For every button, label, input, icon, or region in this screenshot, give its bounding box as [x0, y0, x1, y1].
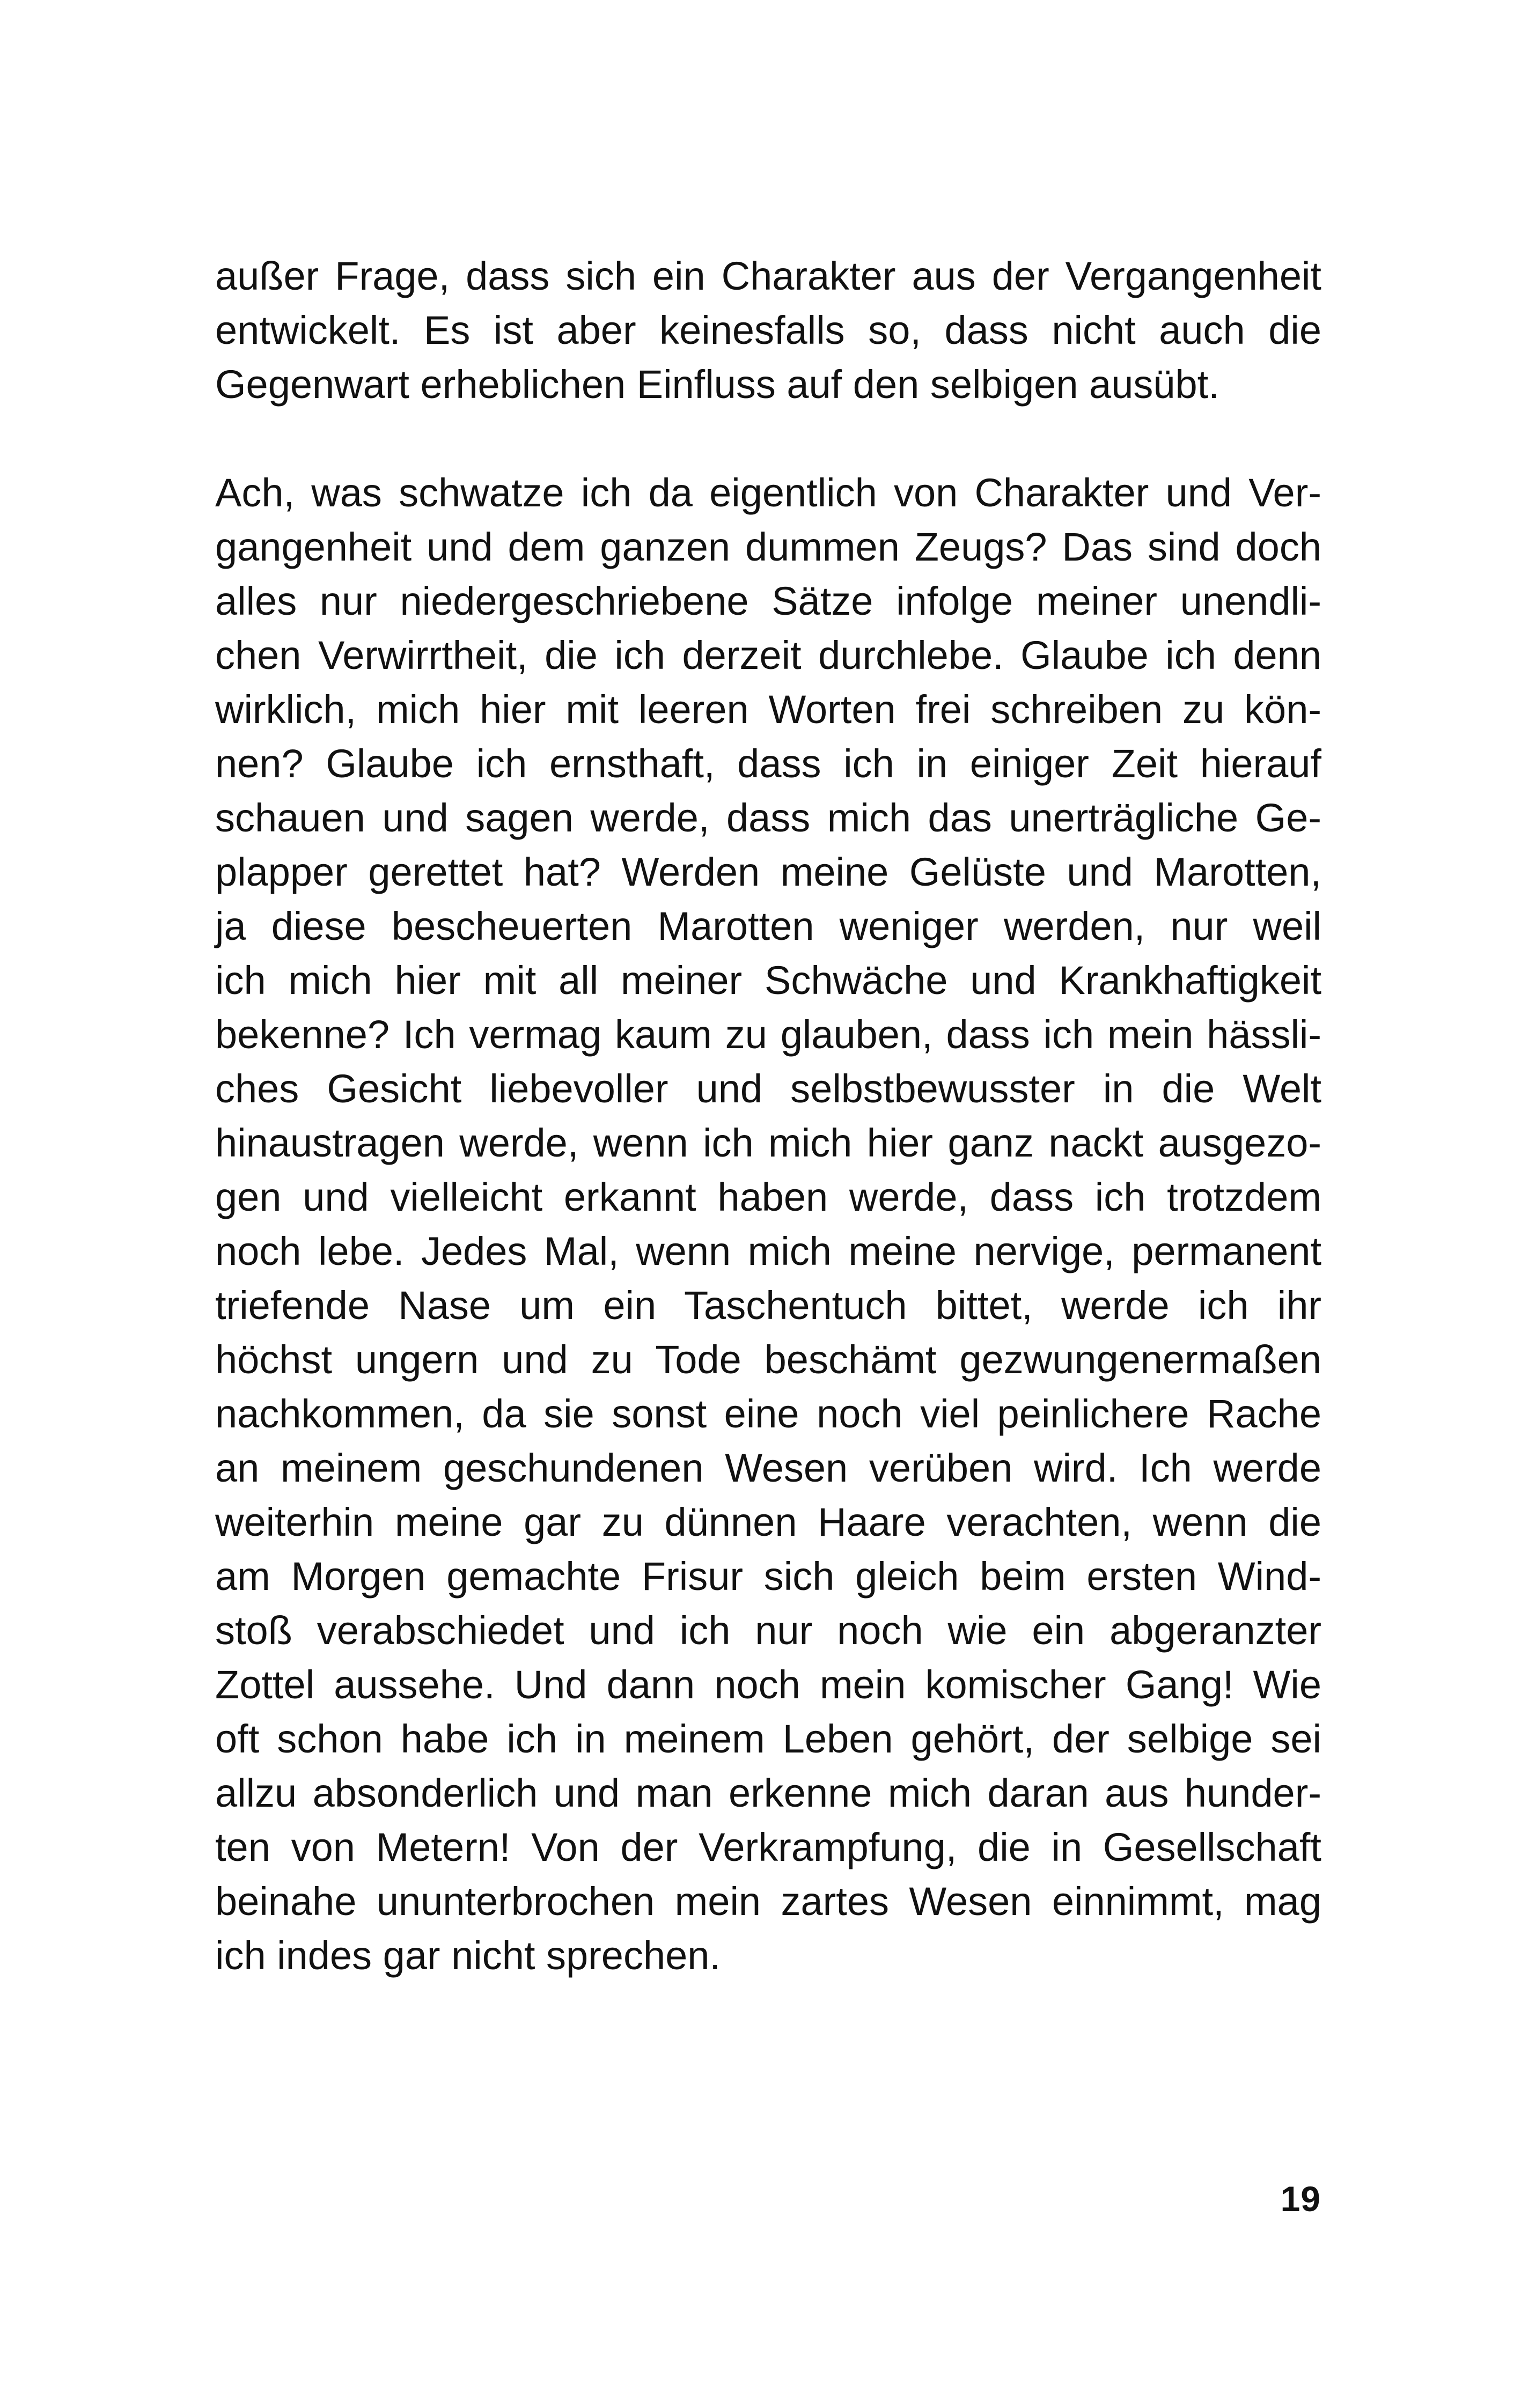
text-line: ich mich hier mit all meiner Schwäche und Krankhaftigkeit	[215, 958, 1321, 1003]
text-line: noch lebe. Jedes Mal, wenn mich meine nervige, permanent	[215, 1229, 1321, 1273]
text-line: entwickelt. Es ist aber keinesfalls so, dass nicht auch die	[215, 308, 1321, 352]
text-line: gangenheit und dem ganzen dummen Zeugs? Das sind doch	[215, 525, 1321, 569]
page-number: 19	[1280, 2179, 1321, 2219]
text-line: wirklich, mich hier mit leeren Worten frei schreiben zu kön-	[215, 687, 1321, 732]
text-line: weiterhin meine gar zu dünnen Haare verachten, wenn die	[215, 1500, 1321, 1544]
text-line: chen Verwirrtheit, die ich derzeit durchlebe. Glaube ich denn	[215, 633, 1321, 678]
text-line: ches Gesicht liebevoller und selbstbewusster in die Welt	[215, 1066, 1321, 1111]
text-line: Gegenwart erheblichen Einfluss auf den selbigen ausübt.	[215, 362, 1219, 407]
paragraph-1	[215, 249, 1321, 411]
text-line: Zottel aussehe. Und dann noch mein komischer Gang! Wie	[215, 1662, 1321, 1707]
text-line: stoß verabschiedet und ich nur noch wie ein abgeranzter	[215, 1608, 1321, 1653]
text-line: alles nur niedergeschriebene Sätze infolge meiner unendli-	[215, 579, 1321, 623]
text-line: oft schon habe ich in meinem Leben gehört, der selbige sei	[215, 1717, 1321, 1761]
text-line: ich indes gar nicht sprechen.	[215, 1933, 721, 1978]
text-line: triefende Nase um ein Taschentuch bittet, werde ich ihr	[215, 1283, 1321, 1328]
text-line: nachkommen, da sie sonst eine noch viel peinlichere Rache	[215, 1391, 1321, 1436]
text-line: allzu absonderlich und man erkenne mich daran aus hunder-	[215, 1771, 1321, 1815]
paragraph-2	[215, 466, 1321, 1983]
text-line: schauen und sagen werde, dass mich das unerträgliche Ge-	[215, 796, 1321, 840]
text-line: an meinem geschundenen Wesen verüben wird. Ich werde	[215, 1446, 1321, 1490]
text-line: beinahe ununterbrochen mein zartes Wesen einnimmt, mag	[215, 1879, 1321, 1924]
text-line: am Morgen gemachte Frisur sich gleich beim ersten Wind-	[215, 1554, 1321, 1599]
text-line: bekenne? Ich vermag kaum zu glauben, dass ich mein hässli-	[215, 1012, 1321, 1057]
text-line: höchst ungern und zu Tode beschämt gezwungenermaßen	[215, 1337, 1321, 1382]
text-line: außer Frage, dass sich ein Charakter aus der Vergangenheit	[215, 254, 1321, 298]
text-line: nen? Glaube ich ernsthaft, dass ich in einiger Zeit hierauf	[215, 741, 1321, 786]
text-line: gen und vielleicht erkannt haben werde, dass ich trotzdem	[215, 1175, 1321, 1219]
text-line: plapper gerettet hat? Werden meine Gelüste und Marotten,	[215, 850, 1321, 894]
text-line: ja diese bescheuerten Marotten weniger werden, nur weil	[215, 904, 1321, 948]
text-line: Ach, was schwatze ich da eigentlich von Charakter und Ver-	[215, 470, 1321, 515]
text-line: hinaustragen werde, wenn ich mich hier ganz nackt ausgezo-	[215, 1121, 1321, 1165]
text-line: ten von Metern! Von der Verkrampfung, die in Gesellschaft	[215, 1825, 1321, 1869]
